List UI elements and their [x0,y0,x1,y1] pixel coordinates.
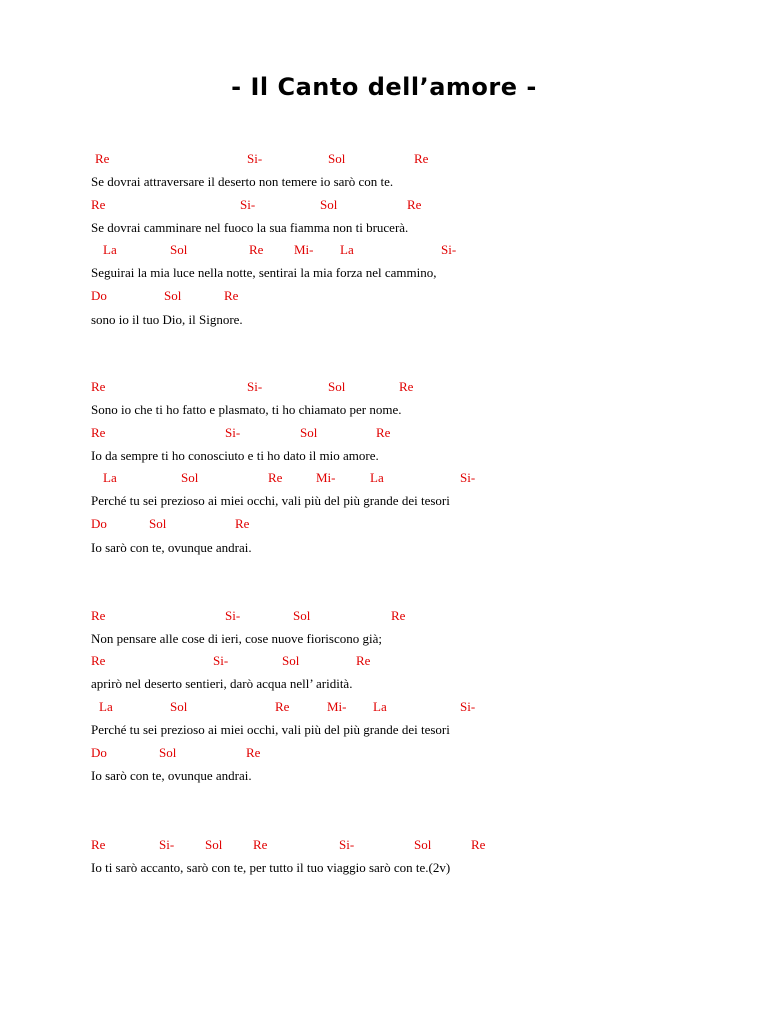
chord: Re [235,516,250,531]
chord: Sol [328,379,346,394]
chord: Re [91,608,106,623]
lyric-line: sono io il tuo Dio, il Signore. [91,312,243,327]
lyric-line: Se dovrai attraversare il deserto non temere io sarò con te. [91,174,394,189]
chord: La [103,470,117,485]
chord: Re [253,837,268,852]
chord: Re [391,608,406,623]
chord: Re [414,151,429,166]
chord: Do [91,745,107,760]
chord: Sol [300,425,318,440]
chord: Sol [328,151,346,166]
chord: Sol [159,745,177,760]
chord: La [370,470,384,485]
chord: Re [376,425,391,440]
chord: Re [407,197,422,212]
chord: Sol [149,516,167,531]
chord: La [99,699,113,714]
chord: Re [356,653,371,668]
chord: Si- [247,151,263,166]
chord: Si- [460,699,476,714]
chord: Si- [159,837,175,852]
lyric-line: Se dovrai camminare nel fuoco la sua fiamma non ti brucerà. [91,220,409,235]
chord: Si- [213,653,229,668]
chord: Sol [170,242,188,257]
chord: La [373,699,387,714]
chord: Re [95,151,110,166]
chord: Si- [460,470,476,485]
chord: Sol [320,197,338,212]
lyric-line: Io sarò con te, ovunque andrai. [91,540,252,555]
lyric-line: Io da sempre ti ho conosciuto e ti ho dato il mio amore. [91,448,379,463]
chord: Do [91,288,107,303]
chord: Sol [170,699,188,714]
chord: Mi- [327,699,347,714]
chord: Si- [240,197,256,212]
chord: Mi- [316,470,336,485]
lyric-line: Seguirai la mia luce nella notte, sentirai la mia forza nel cammino, [91,265,437,280]
chord: Re [91,653,106,668]
chord: Re [268,470,283,485]
chord: Re [249,242,264,257]
chord: La [340,242,354,257]
chord: Re [399,379,414,394]
lyric-line: Sono io che ti ho fatto e plasmato, ti ho chiamato per nome. [91,402,402,417]
chord: La [103,242,117,257]
chord: Do [91,516,107,531]
lyric-line: Io ti sarò accanto, sarò con te, per tutto il tuo viaggio sarò con te.(2v) [91,860,451,875]
lyric-line: Io sarò con te, ovunque andrai. [91,768,252,783]
chord: Mi- [294,242,314,257]
chord: Re [275,699,290,714]
chord: Sol [181,470,199,485]
chord: Si- [225,425,241,440]
song-title: - Il Canto dell’amore - [231,73,537,101]
chord: Sol [293,608,311,623]
chord: Re [471,837,486,852]
chord: Sol [164,288,182,303]
lyric-line: Perché tu sei prezioso ai miei occhi, vali più del più grande dei tesori [91,493,450,508]
chord: Re [91,379,106,394]
chord: Si- [225,608,241,623]
chord: Re [91,837,106,852]
lyric-line: Non pensare alle cose di ieri, cose nuove fioriscono già; [91,631,382,646]
lyric-line: Perché tu sei prezioso ai miei occhi, vali più del più grande dei tesori [91,722,450,737]
chord: Re [91,197,106,212]
chord: Re [91,425,106,440]
chord: Si- [247,379,263,394]
chord: Si- [441,242,457,257]
chord: Sol [205,837,223,852]
chord: Sol [282,653,300,668]
chord: Sol [414,837,432,852]
chord: Re [246,745,261,760]
chord: Re [224,288,239,303]
chord: Si- [339,837,355,852]
lyric-line: aprirò nel deserto sentieri, darò acqua nell’ aridità. [91,676,353,691]
